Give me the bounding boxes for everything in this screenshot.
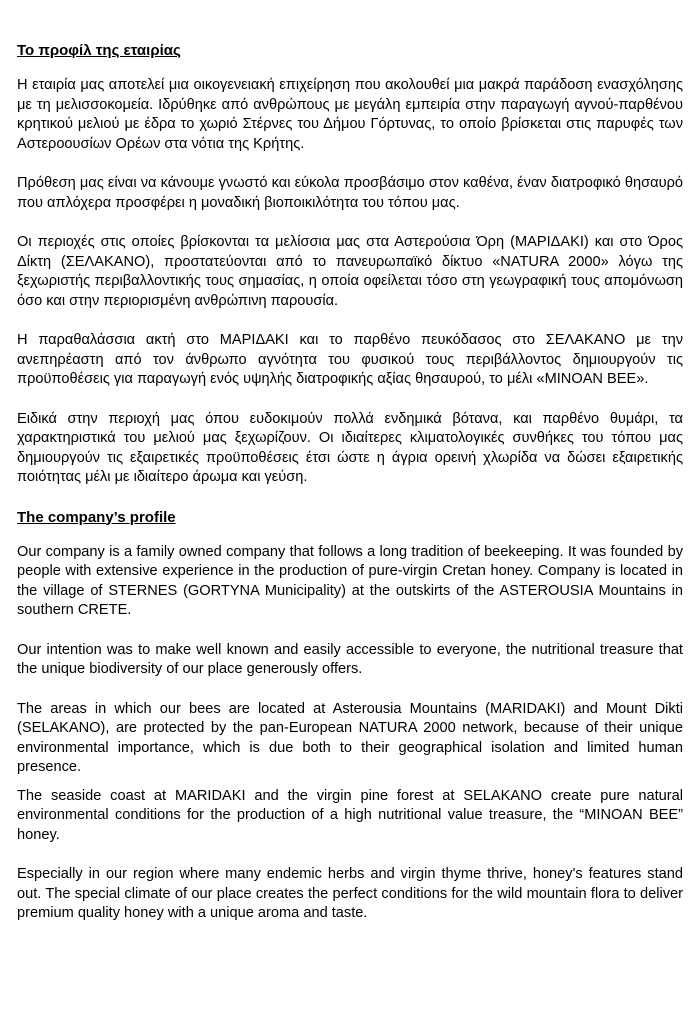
greek-section-heading: Το προφίλ της εταιρίας [17,42,181,59]
english-paragraph-3: The areas in which our bees are located at Asterousia Mountains (MARIDAKI) and Mount Dikti (SELAKANO), are protected by the pan-European NATURA 2000 network, because of their unique environmental importance, which is due both to their geographical isolation and limited human presence. [17,700,683,775]
english-paragraph-2: Our intention was to make well known and easily accessible to everyone, the nutritional treasure that the unique biodiversity of our place generously offers. [17,641,683,677]
english-paragraph-4: The seaside coast at MARIDAKI and the virgin pine forest at SELAKANO create pure natural environmental conditions for the production of a high nutritional value treasure, the “MINOAN BEE” honey. [17,787,683,843]
english-paragraph-1: Our company is a family owned company that follows a long tradition of beekeeping. It was founded by people with extensive experience in the production of pure-virgin Cretan honey. Company is located in the village of STERNES (GORTYNA Municipality) at the outskirts of the ASTEROUSIA Mountains in southern CRETE. [17,543,683,618]
english-section-heading: The company’s profile [17,508,176,526]
greek-paragraph-2: Πρόθεση μας είναι να κάνουμε γνωστό και εύκολα προσβάσιμο στον καθένα, έναν διατροφικό θησαυρό που απλόχερα προσφέρει η μοναδική βιοποικιλότητα του τόπου μας. [17,175,683,211]
greek-paragraph-3: Οι περιοχές στις οποίες βρίσκονται τα μελίσσια μας στα Αστερούσια Όρη (ΜΑΡΙΔΑΚΙ) και στο Όρος Δίκτη (ΣΕΛΑΚΑΝΟ), προστατεύονται από το πανευρωπαϊκό δίκτυο «NATURA 2000» λόγω της ξεχωριστής περιβαλλοντικής τους σημασίας, η οποία οφείλεται τόσο στη γεωγραφική τους απομόνωση όσο και στην περιορισμένη ανθρώπινη παρουσία. [17,234,683,309]
greek-paragraph-5: Ειδικά στην περιοχή μας όπου ευδοκιμούν πολλά ενδημικά βότανα, και παρθένο θυμάρι, τα χαρακτηριστικά του μελιού μας ξεχωρίζουν. Οι ιδιαίτερες κλιματολογικές συνθήκες του τόπου μας δημιουργούν τις εξαιρετικές προϋποθέσεις έτσι ώστε η άγρια ορεινή χλωρίδα να δώσει εξαιρετικής ποιότητας μέλι με ιδιαίτερο άρωμα και γεύση. [17,410,683,485]
document-page [17,41,683,944]
greek-paragraph-4: Η παραθαλάσσια ακτή στο ΜΑΡΙΔΑΚΙ και το παρθένο πευκόδασος στο ΣΕΛΑΚΑΝΟ με την ανεπηρέαστη από τον άνθρωπο αγνότητα του φυσικού τους περιβάλλοντος δημιουργούν τις προϋποθέσεις για παραγωγή ενός υψηλής διατροφικής αξίας θησαυρού, το μέλι «MINOAN BEE». [17,332,683,387]
english-paragraph-5: Especially in our region where many endemic herbs and virgin thyme thrive, honey's features stand out. The special climate of our place creates the perfect conditions for the wild mountain flora to deliver premium quality honey with a unique aroma and taste. [17,866,683,921]
greek-paragraph-1: Η εταιρία μας αποτελεί μια οικογενειακή επιχείρηση που ακολουθεί μια μακρά παράδοση ενασχόλησης με τη μελισσοκομεία. Ιδρύθηκε από ανθρώπους με μεγάλη εμπειρία στην παραγωγή αγνού-παρθένου κρητικού μελιού με έδρα το χωριό Στέρνες του Δήμου Γόρτυνας, το οποίο βρίσκεται στις παρυφές των Αστεροουσίων Ορέων στα νότια της Κρήτης. [17,77,683,152]
